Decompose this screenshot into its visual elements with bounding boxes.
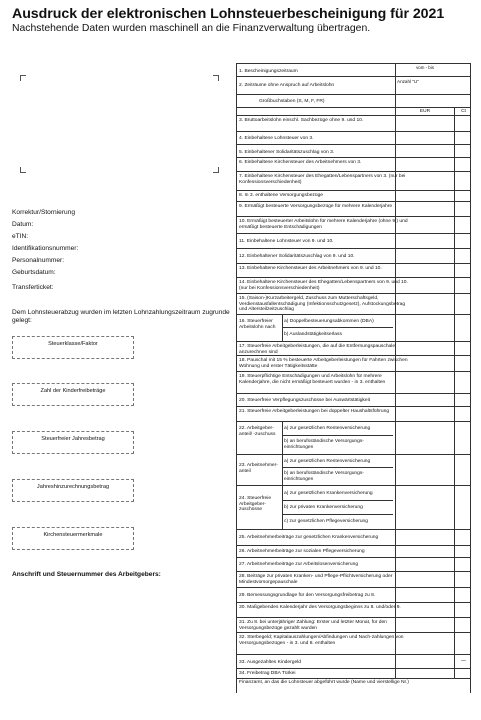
table-row-5 [237, 145, 470, 158]
box-label: Zahl der Kinderfreibeträge [40, 388, 106, 394]
row-label: 9. Ermäßigt besteuerte Versorgungsbezüge für mehrere Kalenderjahre [239, 204, 393, 209]
table-row-28 [237, 572, 470, 588]
table-row-10 [237, 217, 470, 234]
steuerklasse-box [12, 336, 134, 359]
table-row-8 [237, 191, 470, 202]
row-label: b) an berufsständische Versorgungs-einrichtungen [284, 471, 364, 482]
row-label: 20. Steuerfreie Verpflegungszuschüsse bei Auswärtstätigkeit [239, 398, 371, 403]
table-row-25 [237, 530, 470, 546]
page-title: Ausdruck der elektronischen Lohnsteuerbescheinigung für 2021 [12, 6, 445, 22]
table-row-30 [237, 603, 470, 618]
table-row-31 [237, 618, 470, 633]
table-row-9 [237, 202, 470, 217]
box-label: Kirchensteuermerkmale [43, 532, 103, 538]
table-row-24 [237, 486, 470, 530]
row-label: 6. Einbehaltene Kirchensteuer des Arbeitnehmers von 3. [239, 160, 362, 165]
table-row-34 [237, 669, 470, 679]
field-datum: Datum: [12, 221, 34, 228]
header-anzahl: Anzahl "U" [397, 79, 419, 84]
row-label: 15. (Saison-)Kurzarbeitergeld, Zuschuss zum Mutterschaftsgeld, Verdienstausfallentschädigung (Infektionsschutzgesetz), Aufstockungsbetrag und Altersteilzeitzuschlag [239, 296, 406, 313]
row-label: 17. Steuerfreie Arbeitgeberleistungen, die auf die Entfernungspauschale anzurechnen sind [239, 344, 396, 355]
tax-table [236, 63, 471, 693]
field-personalnummer: Personalnummer: [12, 257, 65, 264]
table-row-6 [237, 158, 470, 172]
table-row-26 [237, 546, 470, 558]
header-vom-bis: vom - bis [416, 65, 434, 70]
row-label: 2. Zeiträume ohne Anspruch auf Arbeitslohn [239, 83, 335, 88]
row-label: 14. Einbehaltene Kirchensteuer des Ehegatten/Lebenspartners von 9. und 10. (nur bei Konfessionsverschiedenheit) [239, 280, 408, 291]
box-label: Steuerfreier Jahresbetrag [41, 436, 105, 442]
table-row-4 [237, 132, 470, 145]
field-korrektur: Korrektur/Stornierung [12, 209, 76, 216]
box-label: Jahreshinzurechnungsbetrag [36, 484, 110, 490]
table-header-currency [237, 108, 470, 116]
row-label: 18. Pauschal mit 15 % besteuerte Arbeitgeberleistungen für Fahrten zwischen Wohnung und erster Tätigkeitsstätte [239, 358, 408, 369]
row-label: 16. Steuerfreier Arbeitslohn nach [239, 319, 276, 330]
address-window-corner [213, 167, 219, 173]
box-label: Steuerklasse/Faktor [48, 341, 98, 347]
row-label: 24. Steuerfreie Arbeitgeber-zuschüsse [239, 496, 272, 513]
table-row-12 [237, 249, 470, 264]
table-row-29 [237, 588, 470, 603]
table-row-19 [237, 372, 470, 394]
table-row-21 [237, 407, 470, 422]
row-label: 30. Maßgebendes Kalenderjahr des Versorgungsbeginns zu 8. und/oder 9. [239, 605, 401, 610]
table-row-2 [237, 77, 470, 95]
row-label: 31. Zu 8. bei unterjähriger Zahlung: Erster und letzter Monat, für den Versorgungsbezüge gezahlt wurden [239, 620, 387, 631]
row-label: a) Doppelbesteuerungsabkommen (DBA) [284, 319, 374, 324]
row-label: c) zur gesetzlichen Pflegeversicherung [284, 519, 368, 524]
row-label: 5. Einbehaltener Solidaritätszuschlag von 3. [239, 150, 335, 155]
table-row-20 [237, 394, 470, 407]
table-row-17 [237, 342, 470, 356]
row-label: a) zur gesetzlichen Krankenversicherung [284, 491, 373, 496]
row-label: 7. Einbehaltene Kirchensteuer des Ehegatten/Lebenspartners von 3. (nur bei Konfessionsverschiedenheit) [239, 174, 406, 185]
row-label: 1. Bescheinigungszeitraum [239, 69, 298, 74]
table-row-14 [237, 278, 470, 294]
row-label: 32. Sterbegeld; Kapitalauszahlungen/Abfindungen und Nach-zahlungen von Versorgungsbezügen - in 3. und 8. enthalten [239, 635, 404, 646]
table-row-13 [237, 264, 470, 278]
field-transferticket: Transferticket: [12, 284, 54, 291]
row-label: b) Auslandstätigkeitserlass [284, 332, 342, 337]
row-label: Großbuchstaben (S, M, F, FR) [259, 99, 325, 104]
row-label: b) zur privaten Krankenversicherung [284, 505, 363, 510]
address-window-corner [20, 75, 26, 81]
row-label: 28. Beiträge zur privaten Kranken- und Pflege-Pflichtversicherung oder Mindestvorsorgepauschale [239, 574, 393, 585]
row-label: Finanzamt, an das die Lohnsteuer abgeführt wurde (Name und vierstellige Nr.) [239, 680, 409, 685]
row-label: 10. Ermäßigt besteuerter Arbeitslohn für mehrere Kalenderjahre (ohne 9.) und ermäßigt besteuerte Entschädigungen [239, 219, 408, 230]
row-label: 26. Arbeitnehmerbeiträge zur sozialen Pflegeversicherung [239, 549, 365, 554]
row-label: 3. Bruttoarbeitslohn einschl. Sachbezüge ohne 9. und 10. [239, 118, 364, 123]
row-label: a) zur gesetzlichen Rentenversicherung [284, 459, 371, 464]
field-identifikationsnummer: Identifikationsnummer: [12, 245, 79, 252]
row-label: 21. Steuerfreie Arbeitgeberleistungen bei doppelter Haushaltsführung [239, 409, 390, 414]
header-eur: EUR [419, 109, 431, 114]
row-label: 34. Freibetrag DBA Türkei [239, 671, 296, 676]
steuerfreier-jahresbetrag-box [12, 431, 134, 454]
lohnsteuerabzug-intro: Dem Lohnsteuerabzug wurden im letzten Lohnzahlungszeitraum zugrunde gelegt: [12, 309, 230, 324]
row-label: 12. Einbehaltener Solidaritätszuschlag von 9. und 10. [239, 254, 355, 259]
row-label: a) zur gesetzlichen Rentenversicherung [284, 426, 371, 431]
address-window-corner [20, 167, 26, 173]
table-row-3 [237, 116, 470, 132]
table-row-11 [237, 234, 470, 249]
table-row-1 [237, 64, 470, 77]
row-label: 19. Steuerpflichtige Entschädigungen und Arbeitslohn für mehrere Kalenderjahre, die nicht ermäßigt besteuert wurden - in 3. enthalten [239, 374, 386, 385]
table-row-15 [237, 294, 470, 315]
row-label: 23. Arbeitnehmer-anteil [239, 463, 278, 474]
table-row-2b [237, 95, 470, 108]
row-label: 29. Bemessungsgrundlage für den Versorgungsfreibetrag zu 8. [239, 593, 376, 598]
table-row-22 [237, 422, 470, 455]
jahreshinzurechnungsbetrag-box [12, 479, 134, 502]
table-row-23 [237, 455, 470, 486]
kinderfreibetraege-box [12, 383, 134, 406]
field-etin: eTIN: [12, 233, 29, 240]
row-label: 8. In 3. enthaltene Versorgungsbezüge [239, 193, 324, 198]
kirchensteuermerkmale-box [12, 527, 134, 550]
row-label: 27. Arbeitnehmerbeiträge zur Arbeitslosenversicherung [239, 562, 359, 567]
table-row-33 [237, 655, 470, 669]
row-label: 33. Ausgezahltes Kindergeld [239, 660, 301, 665]
table-row-7 [237, 172, 470, 191]
table-row-16 [237, 315, 470, 342]
table-row-18 [237, 356, 470, 372]
row-label: 22. Arbeitgeber-anteil/ -zuschuss [239, 426, 276, 437]
row-label: 13. Einbehaltene Kirchensteuer des Arbeitnehmers von 9. und 10. [239, 266, 382, 271]
header-ct: Ct [461, 109, 466, 114]
table-row-32 [237, 633, 470, 655]
address-window-corner [213, 75, 219, 81]
table-row-27 [237, 558, 470, 572]
row-label: b) an berufsständische Versorgungs-einrichtungen [284, 439, 364, 450]
table-footer-finanzamt [237, 679, 470, 693]
kindergeld-dash: — [461, 658, 466, 664]
row-label: 11. Einbehaltene Lohnsteuer von 9. und 10. [239, 239, 334, 244]
row-label: 25. Arbeitnehmerbeiträge zur gesetzlichen Krankenversicherung [239, 535, 379, 540]
employer-address-label: Anschrift und Steuernummer des Arbeitgebers: [12, 571, 161, 578]
field-geburtsdatum: Geburtsdatum: [12, 269, 56, 276]
row-label: 4. Einbehaltene Lohnsteuer von 3. [239, 136, 314, 141]
page-subtitle: Nachstehende Daten wurden maschinell an die Finanzverwaltung übertragen. [12, 23, 371, 34]
